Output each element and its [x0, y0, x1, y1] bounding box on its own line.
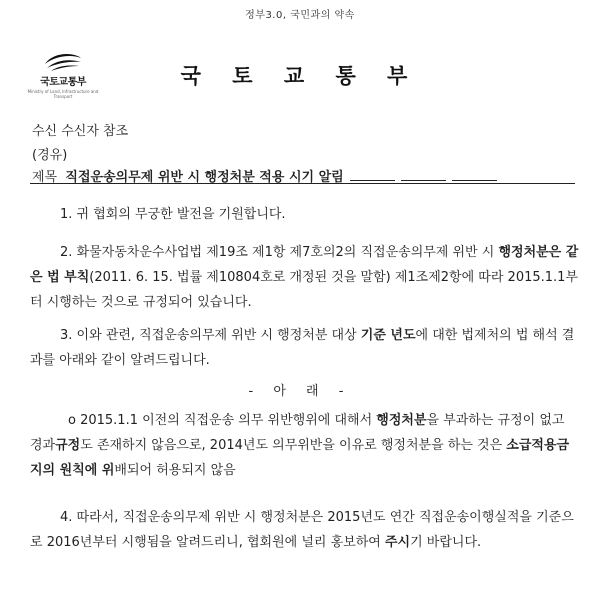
- notice-item-text: o 2015.1.1 이전의 직접운송 의무 위반행위에 대해서: [68, 413, 377, 428]
- notice-item-emphasis: 규정: [55, 438, 81, 453]
- slogan: 정부3.0, 국민과의 약속: [245, 10, 355, 21]
- paragraph-2-text: 2. 화물자동차운수사업법 제19조 제1항 제7호의2의 직접운송의무제 위반 시: [60, 245, 499, 260]
- paragraph-3-text: 에 대한 법제처의 법 해석 결과를 아래와 같이 알려드립니다.: [30, 328, 575, 368]
- paragraph-4-text: 기 바랍니다.: [410, 535, 482, 550]
- notice-item-text: 도 존재하지 않음으로, 2014년도 의무위반을 이유로 행정처분을 하는 것은: [80, 438, 507, 453]
- notice-item-text: 배되어 허용되지 않음: [114, 463, 236, 478]
- subject-divider: [30, 183, 575, 184]
- subject-blank: [350, 170, 395, 181]
- subject-blank: [401, 170, 446, 181]
- logo-text: 국토교통부: [40, 77, 86, 88]
- paragraph-2: [30, 240, 580, 315]
- subject-label: 제목: [32, 170, 58, 185]
- notice-item-emphasis: 행정처분: [376, 413, 427, 428]
- via-line: (경유): [32, 148, 68, 163]
- recipient-line: 수신 수신자 참조: [32, 124, 129, 139]
- notice-item: [30, 408, 580, 483]
- paragraph-4-emphasis: 주시: [384, 535, 411, 550]
- paragraph-2-emphasis: 행정처분은 같은 법 부칙: [30, 245, 579, 285]
- paragraph-3: [30, 323, 580, 373]
- below-heading: - 아 래 -: [248, 384, 352, 399]
- logo-subtext: Ministry of Land, Infrastructure and Transport: [27, 89, 99, 99]
- notice-item-emphasis: 소급적용금지의 원칙에 위: [30, 438, 570, 478]
- subject-text: 직접운송의무제 위반 시 행정처분 적용 시기 알림: [65, 170, 344, 185]
- paragraph-4-text: 4. 따라서, 직접운송의무제 위반 시 행정처분은 2015년도 연간 직접운송이행실적을 기준으로 2016년부터 시행됨을 알려드리니, 협회원에 널리 홍보하여: [30, 510, 574, 550]
- subject-blank: [452, 170, 497, 181]
- paragraph-2-text: (2011. 6. 15. 법률 제10804호로 개정된 것을 말함) 제1조제2항에 따라 2015.1.1부터 시행하는 것으로 규정되어 있습니다.: [30, 270, 579, 310]
- ministry-title: 국 토 교 통 부: [180, 64, 420, 88]
- paragraph-1: 1. 귀 협회의 무궁한 발전을 기원합니다.: [60, 207, 286, 222]
- paragraph-3-text: 3. 이와 관련, 직접운송의무제 위반 시 행정처분 대상: [60, 328, 361, 343]
- paragraph-3-emphasis: 기준 년도: [360, 328, 416, 343]
- notice-item-text: 을 부과하는 규정이 없고 경과: [30, 413, 565, 453]
- paragraph-4: [30, 505, 580, 555]
